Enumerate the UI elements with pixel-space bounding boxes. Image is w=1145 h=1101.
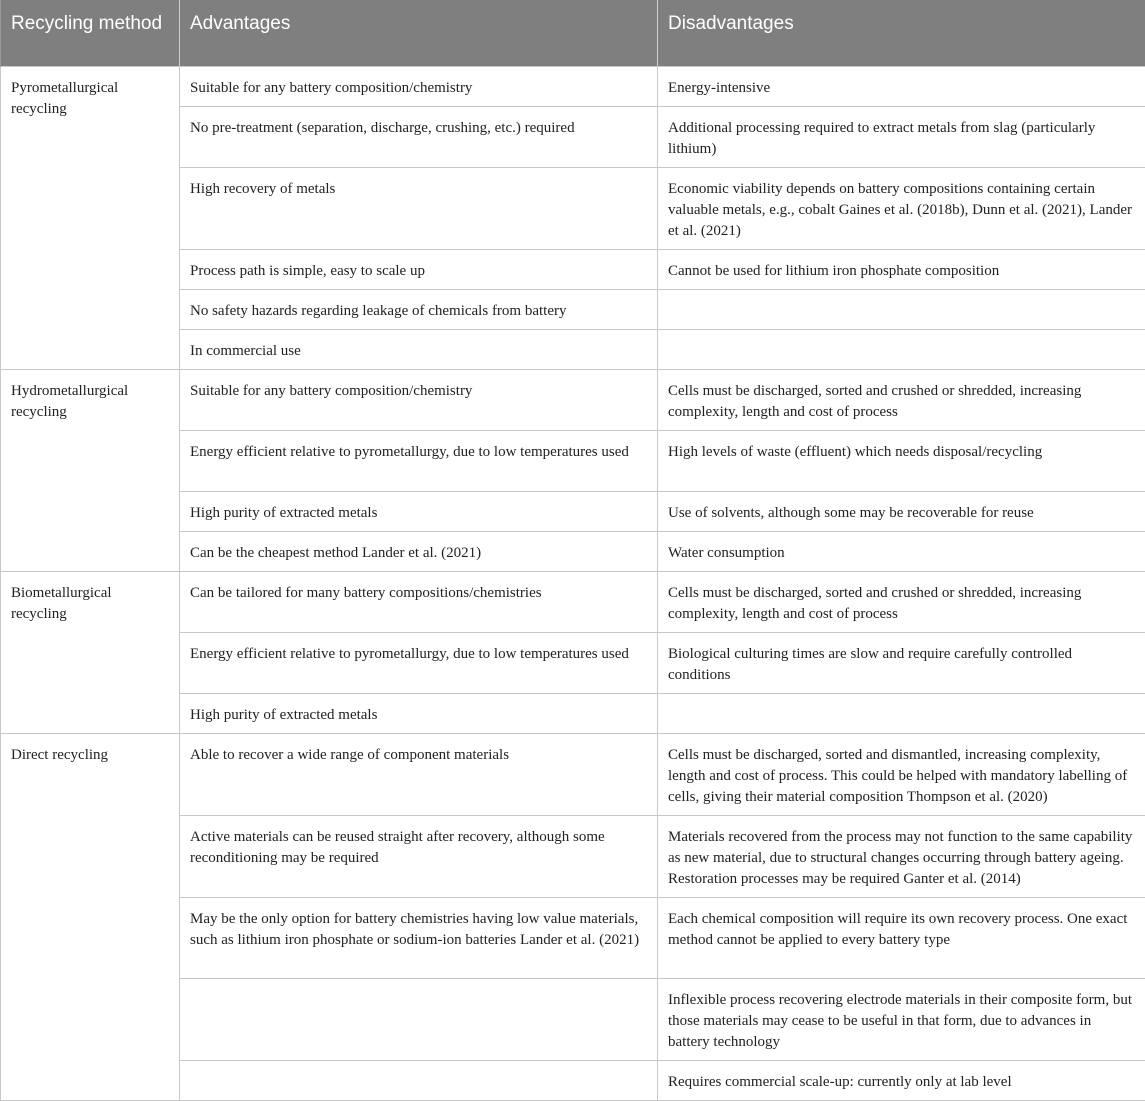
advantage-cell: Suitable for any battery composition/chemistry [180,67,658,107]
table-header-row [1,0,1145,67]
table-row [1,67,1145,107]
advantage-cell: Energy efficient relative to pyrometallurgy, due to low temperatures used [180,431,658,492]
method-cell: Pyrometallurgical recycling [1,67,180,370]
advantage-cell: High purity of extracted metals [180,492,658,532]
disadvantage-cell: Each chemical composition will require its own recovery process. One exact method cannot be applied to every battery type [658,898,1145,979]
disadvantage-cell: Cells must be discharged, sorted and dismantled, increasing complexity, length and cost of process. This could be helped with mandatory labelling of cells, giving their material composition Thompson et al. (2020) [658,734,1145,816]
disadvantage-cell [658,290,1145,330]
disadvantage-cell: Requires commercial scale-up: currently only at lab level [658,1061,1145,1101]
disadvantage-cell [658,694,1145,734]
advantage-cell: Can be the cheapest method Lander et al. (2021) [180,532,658,572]
disadvantage-cell: Additional processing required to extract metals from slag (particularly lithium) [658,107,1145,168]
method-cell: Biometallurgical recycling [1,572,180,734]
advantage-cell: Can be tailored for many battery compositions/chemistries [180,572,658,633]
table-row [1,572,1145,633]
advantage-cell: Able to recover a wide range of component materials [180,734,658,816]
disadvantage-cell: Inflexible process recovering electrode materials in their composite form, but those materials may cease to be useful in that form, due to advances in battery technology [658,979,1145,1061]
disadvantage-cell: Use of solvents, although some may be recoverable for reuse [658,492,1145,532]
advantage-cell: Suitable for any battery composition/chemistry [180,370,658,431]
method-cell: Hydrometallurgical recycling [1,370,180,572]
disadvantage-cell: Biological culturing times are slow and require carefully controlled conditions [658,633,1145,694]
disadvantage-cell: Cannot be used for lithium iron phosphate composition [658,250,1145,290]
advantage-cell: Active materials can be reused straight after recovery, although some reconditioning may be required [180,816,658,898]
table-row [1,734,1145,816]
advantage-cell: In commercial use [180,330,658,370]
disadvantage-cell: Cells must be discharged, sorted and crushed or shredded, increasing complexity, length and cost of process [658,572,1145,633]
header-disadvantages: Disadvantages [658,0,1145,67]
advantage-cell: High recovery of metals [180,168,658,250]
advantage-cell: May be the only option for battery chemistries having low value materials, such as lithium iron phosphate or sodium-ion batteries Lander et al. (2021) [180,898,658,979]
advantage-cell: Process path is simple, easy to scale up [180,250,658,290]
header-advantages: Advantages [180,0,658,67]
method-cell: Direct recycling [1,734,180,1101]
disadvantage-cell: Economic viability depends on battery compositions containing certain valuable metals, e.g., cobalt Gaines et al. (2018b), Dunn et al. (2021), Lander et al. (2021) [658,168,1145,250]
disadvantage-cell [658,330,1145,370]
advantage-cell [180,1061,658,1101]
disadvantage-cell: Materials recovered from the process may not function to the same capability as new material, due to structural changes occurring through battery ageing. Restoration processes may be required Ganter et al. (2014) [658,816,1145,898]
advantage-cell: High purity of extracted metals [180,694,658,734]
advantage-cell [180,979,658,1061]
disadvantage-cell: Energy-intensive [658,67,1145,107]
disadvantage-cell: High levels of waste (effluent) which needs disposal/recycling [658,431,1145,492]
disadvantage-cell: Cells must be discharged, sorted and crushed or shredded, increasing complexity, length and cost of process [658,370,1145,431]
advantage-cell: No pre-treatment (separation, discharge, crushing, etc.) required [180,107,658,168]
header-recycling-method: Recycling method [1,0,180,67]
advantage-cell: No safety hazards regarding leakage of chemicals from battery [180,290,658,330]
disadvantage-cell: Water consumption [658,532,1145,572]
advantage-cell: Energy efficient relative to pyrometallurgy, due to low temperatures used [180,633,658,694]
table-row [1,370,1145,431]
